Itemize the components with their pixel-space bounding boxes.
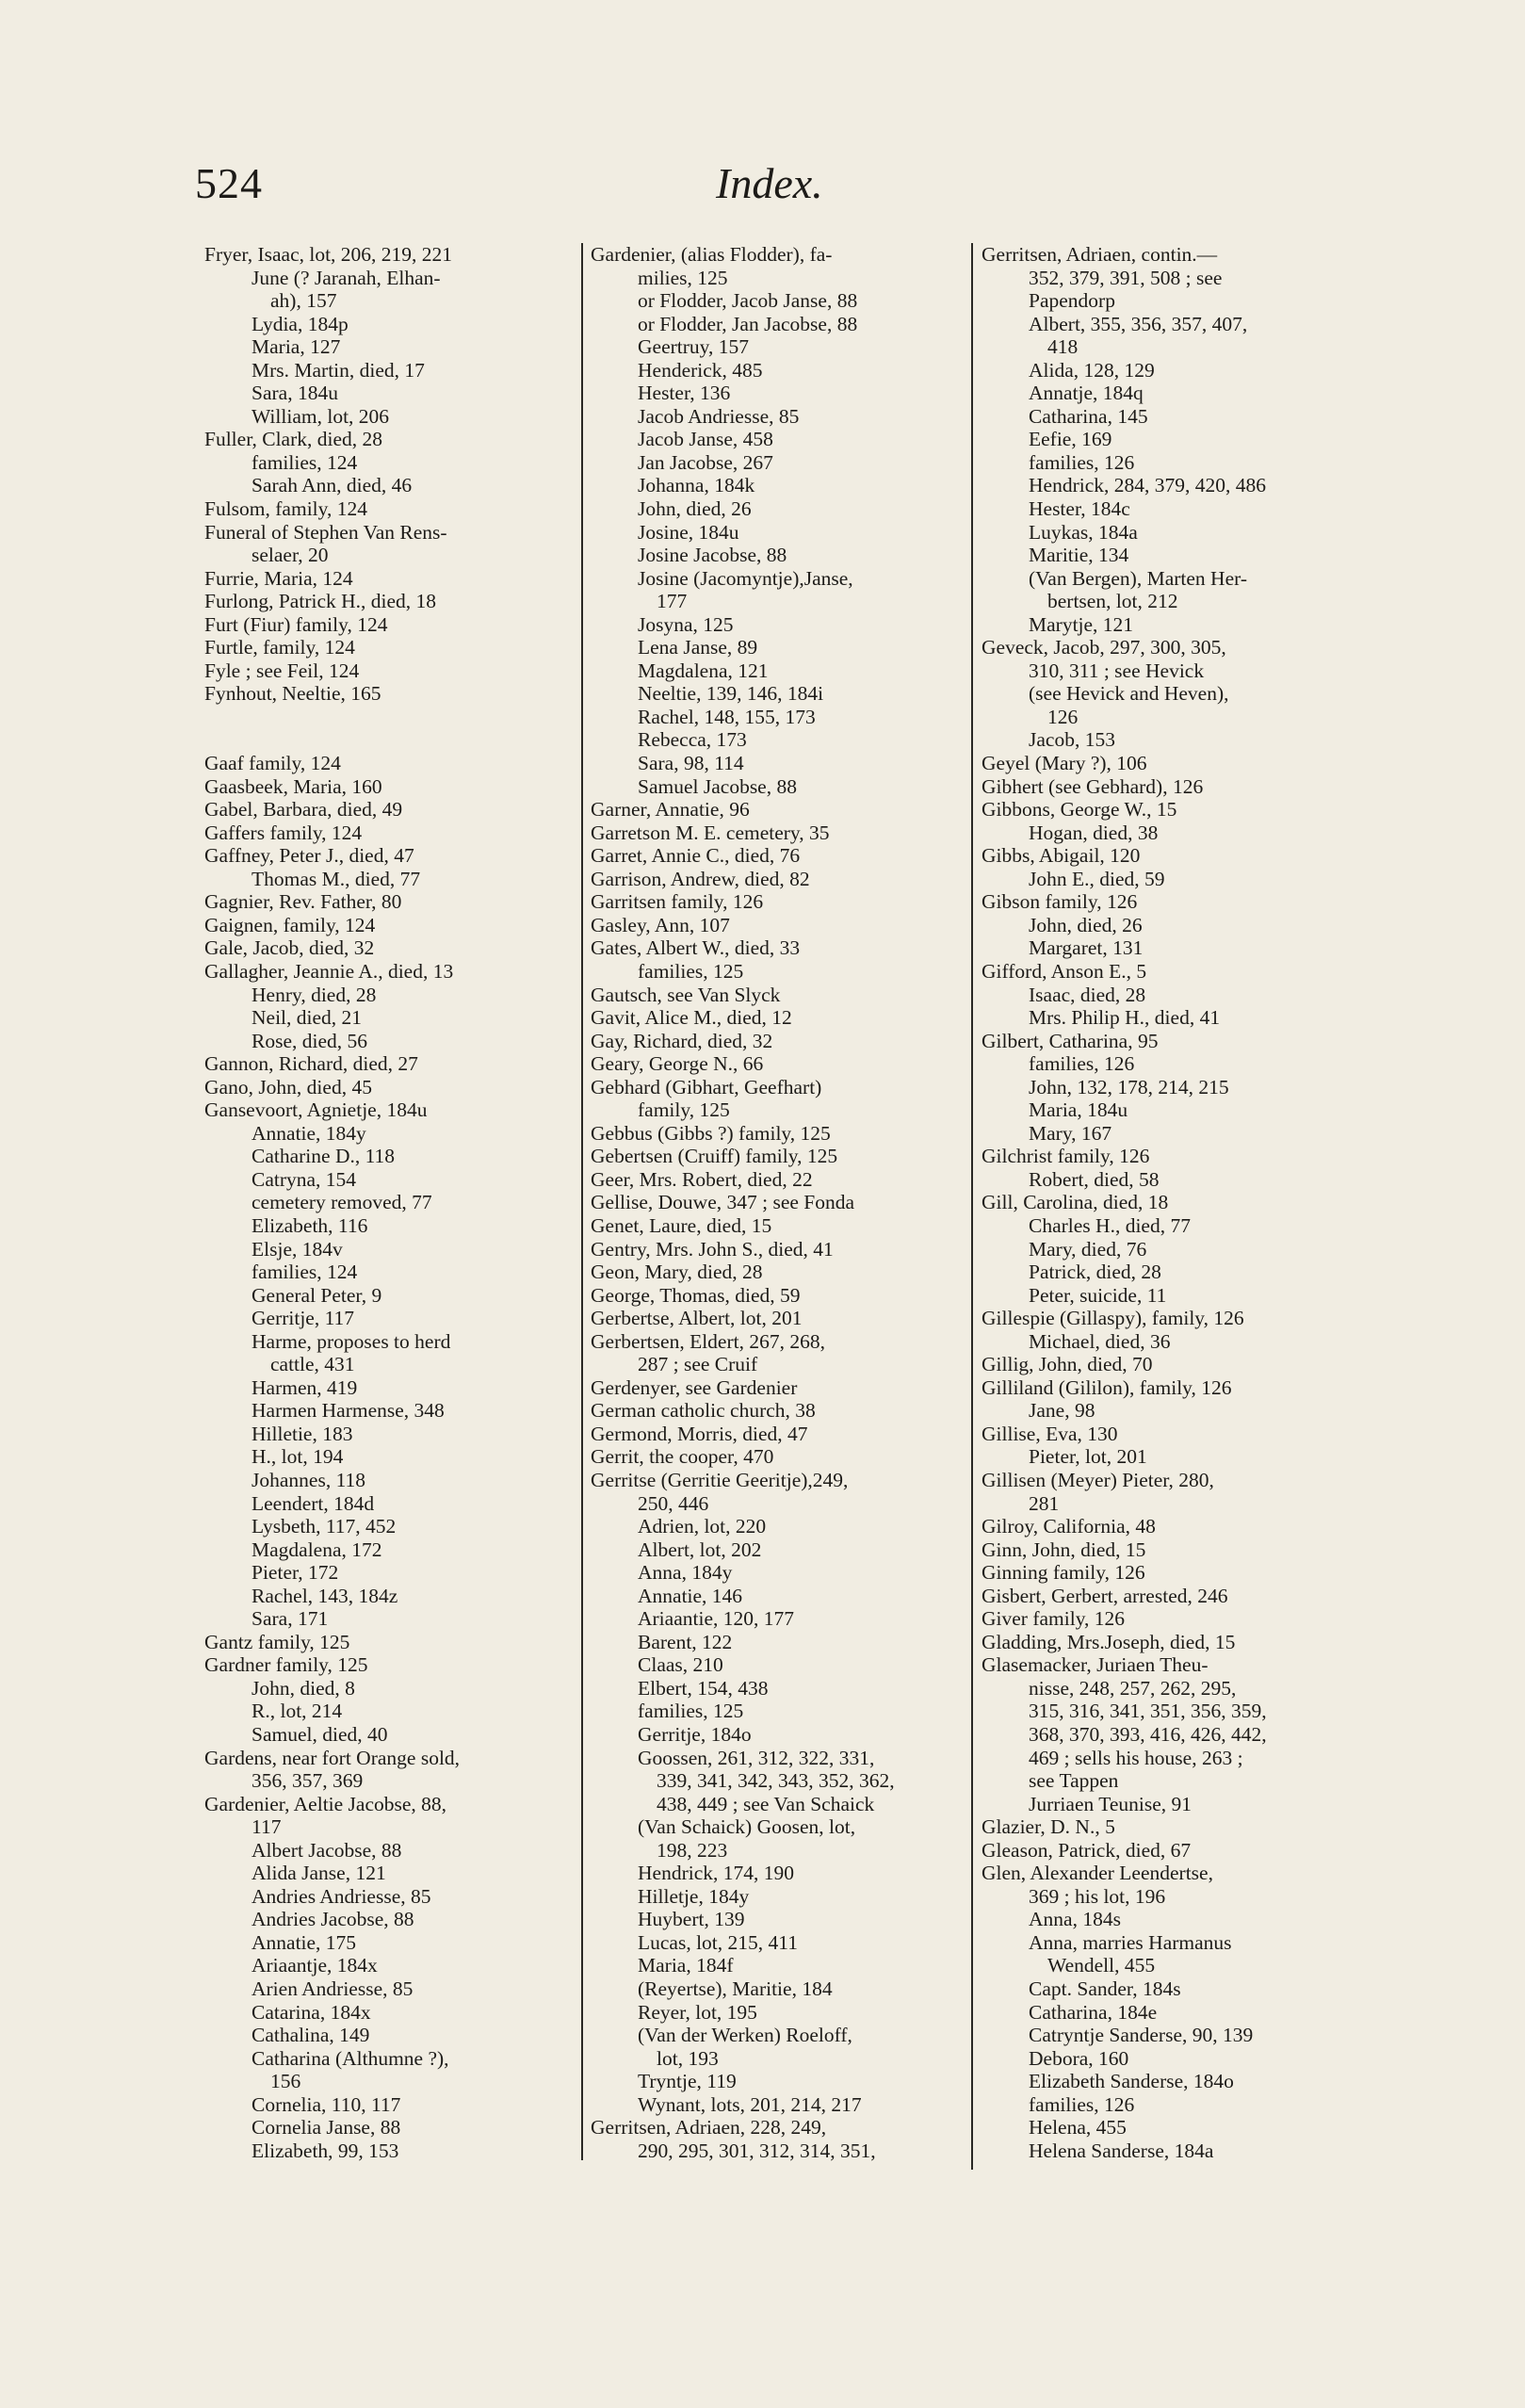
index-subentry: Josine, 184u (638, 520, 739, 544)
index-subentry: Josyna, 125 (638, 612, 734, 636)
index-subentry: Albert Jacobse, 88 (251, 1838, 402, 1862)
index-subentry: Helena, 455 (1029, 2116, 1127, 2140)
index-entry: Gaignen, family, 124 (204, 913, 376, 936)
index-subentry: John, 132, 178, 214, 215 (1029, 1075, 1229, 1098)
index-subentry: Debora, 160 (1029, 2046, 1129, 2070)
index-subentry: Mary, died, 76 (1029, 1237, 1147, 1261)
index-subentry: Sara, 184u (251, 382, 338, 405)
index-subentry: 287 ; see Cruif (638, 1353, 758, 1376)
index-entry: Furlong, Patrick H., died, 18 (204, 590, 437, 613)
index-entry: Gisbert, Gerbert, arrested, 246 (982, 1584, 1228, 1607)
index-subentry: June (? Jaranah, Elhan- (251, 266, 441, 289)
index-subentry: 281 (1029, 1491, 1060, 1515)
index-subentry: Elizabeth, 99, 153 (251, 2139, 399, 2162)
index-subentry: cemetery removed, 77 (251, 1191, 432, 1214)
index-subentry: Geertruy, 157 (638, 335, 750, 359)
index-entry: Gebhard (Gibhart, Geefhart) (591, 1075, 822, 1098)
index-subentry: Charles H., died, 77 (1029, 1213, 1191, 1237)
index-subentry: Catharina, 145 (1029, 404, 1148, 428)
index-subentry: 438, 449 ; see Van Schaick (657, 1792, 875, 1815)
index-entry: Gerrit, the cooper, 470 (591, 1445, 774, 1469)
index-entry: Gilchrist family, 126 (982, 1145, 1150, 1168)
index-subentry: Anna, 184y (638, 1561, 733, 1585)
index-subentry: Claas, 210 (638, 1653, 723, 1677)
index-entry: Gebbus (Gibbs ?) family, 125 (591, 1121, 831, 1145)
index-subentry: 117 (251, 1815, 282, 1839)
index-entry: Gerritse (Gerritie Geeritje),249, (591, 1468, 849, 1491)
index-subentry: (Van Bergen), Marten Her- (1029, 566, 1247, 590)
running-head: Index. (716, 159, 823, 207)
index-subentry: Mrs. Martin, died, 17 (251, 358, 425, 382)
index-entry: Gillisen (Meyer) Pieter, 280, (982, 1468, 1214, 1491)
index-subentry: Maria, 127 (251, 335, 341, 359)
index-entry: Furt (Fiur) family, 124 (204, 612, 388, 636)
index-subentry: Elsje, 184v (251, 1237, 343, 1261)
index-subentry: 177 (657, 590, 688, 613)
index-entry: Gaasbeek, Maria, 160 (204, 774, 382, 798)
index-subentry: (see Hevick and Heven), (1029, 682, 1229, 706)
index-subentry: Gerritje, 117 (251, 1307, 355, 1330)
index-entry: Fuller, Clark, died, 28 (204, 428, 383, 451)
section-gap (204, 728, 591, 752)
index-subentry: Wynant, lots, 201, 214, 217 (638, 2092, 862, 2116)
index-entry: Gladding, Mrs.Joseph, died, 15 (982, 1630, 1236, 1653)
index-entry: Gibbons, George W., 15 (982, 798, 1177, 822)
index-entry: Gellise, Douwe, 347 ; see Fonda (591, 1191, 855, 1214)
index-entry: Geyel (Mary ?), 106 (982, 752, 1147, 775)
index-subentry: Barent, 122 (638, 1630, 733, 1653)
index-subentry: Elizabeth Sanderse, 184o (1029, 2070, 1234, 2093)
index-entry: Gillespie (Gillaspy), family, 126 (982, 1307, 1244, 1330)
index-entry: Gerritsen, Adriaen, contin.— (982, 243, 1218, 266)
index-entry: Garretson M. E. cemetery, 35 (591, 821, 830, 844)
index-subentry: families, 126 (1029, 1052, 1135, 1076)
index-column-2 (591, 243, 977, 2162)
index-subentry: Luykas, 184a (1029, 520, 1138, 544)
index-subentry: Sara, 98, 114 (638, 752, 744, 775)
index-entry: Gerritsen, Adriaen, 228, 249, (591, 2116, 827, 2140)
index-entry: Gale, Jacob, died, 32 (204, 936, 375, 960)
index-subentry: Robert, died, 58 (1029, 1167, 1160, 1191)
index-entry: Glasemacker, Juriaen Theu- (982, 1653, 1209, 1677)
index-subentry: Jurriaen Teunise, 91 (1029, 1792, 1192, 1815)
index-subentry: Hendrick, 174, 190 (638, 1862, 794, 1885)
index-subentry: Maria, 184f (638, 1954, 734, 1977)
index-subentry: 126 (1047, 705, 1079, 728)
index-subentry: Capt. Sander, 184s (1029, 1977, 1181, 2001)
index-entry: Fynhout, Neeltie, 165 (204, 682, 381, 706)
index-subentry: (Van der Werken) Roeloff, (638, 2024, 852, 2047)
index-subentry: Pieter, lot, 201 (1029, 1445, 1147, 1469)
index-subentry: Annatie, 184y (251, 1121, 366, 1145)
index-subentry: Helena Sanderse, 184a (1029, 2139, 1214, 2162)
index-subentry: Henderick, 485 (638, 358, 763, 382)
index-subentry: Josine Jacobse, 88 (638, 544, 787, 567)
index-entry: Furrie, Maria, 124 (204, 566, 353, 590)
index-entry: Geary, George N., 66 (591, 1052, 764, 1076)
index-subentry: John, died, 8 (251, 1676, 355, 1700)
index-entry: Gillig, John, died, 70 (982, 1353, 1153, 1376)
index-subentry: 356, 357, 369 (251, 1769, 364, 1793)
index-subentry: selaer, 20 (251, 544, 329, 567)
index-subentry: Neeltie, 139, 146, 184i (638, 682, 824, 706)
index-subentry: Andries Andriesse, 85 (251, 1884, 431, 1908)
index-entry: Gagnier, Rev. Father, 80 (204, 890, 402, 914)
index-subentry: nisse, 248, 257, 262, 295, (1029, 1676, 1237, 1700)
index-entry: Gibbs, Abigail, 120 (982, 844, 1141, 868)
index-subentry: Elizabeth, 116 (251, 1213, 368, 1237)
index-subentry: Eefie, 169 (1029, 428, 1112, 451)
index-subentry: 290, 295, 301, 312, 314, 351, (638, 2139, 876, 2162)
index-subentry: Gerritje, 184o (638, 1723, 752, 1746)
index-entry: Gaaf family, 124 (204, 752, 341, 775)
index-subentry: Albert, 355, 356, 357, 407, (1029, 312, 1248, 335)
index-subentry: Annatje, 184q (1029, 382, 1144, 405)
index-entry: Gantz family, 125 (204, 1630, 350, 1653)
index-entry: Fulsom, family, 124 (204, 497, 367, 521)
section-gap (204, 706, 591, 729)
index-subentry: Catharine D., 118 (251, 1145, 396, 1168)
index-subentry: Jacob Andriesse, 85 (638, 404, 800, 428)
index-entry: Gaffers family, 124 (204, 821, 363, 844)
index-entry: Gifford, Anson E., 5 (982, 959, 1147, 983)
index-entry: German catholic church, 38 (591, 1399, 816, 1423)
index-entry: Fryer, Isaac, lot, 206, 219, 221 (204, 243, 453, 266)
index-entry: Gerdenyer, see Gardenier (591, 1375, 798, 1399)
index-subentry: Rose, died, 56 (251, 1029, 368, 1052)
index-subentry: Sarah Ann, died, 46 (251, 474, 413, 497)
index-entry: Gardenier, Aeltie Jacobse, 88, (204, 1792, 447, 1815)
index-subentry: Marytje, 121 (1029, 612, 1134, 636)
index-entry: Gebertsen (Cruiff) family, 125 (591, 1145, 838, 1168)
index-subentry: Neil, died, 21 (251, 1006, 363, 1030)
index-subentry: Harme, proposes to herd (251, 1329, 451, 1353)
index-subentry: Cornelia, 110, 117 (251, 2092, 401, 2116)
index-entry: Garrison, Andrew, died, 82 (591, 867, 810, 890)
index-subentry: Isaac, died, 28 (1029, 983, 1146, 1006)
index-subentry: Lydia, 184p (251, 312, 349, 335)
index-entry: Ginning family, 126 (982, 1561, 1145, 1585)
index-subentry: bertsen, lot, 212 (1047, 590, 1178, 613)
index-subentry: Elbert, 154, 438 (638, 1676, 769, 1700)
index-subentry: Margaret, 131 (1029, 936, 1144, 960)
index-subentry: Hester, 184c (1029, 497, 1130, 521)
index-entry: Funeral of Stephen Van Rens- (204, 520, 447, 544)
index-subentry: Michael, died, 36 (1029, 1329, 1171, 1353)
index-subentry: families, 125 (638, 959, 744, 983)
index-subentry: Catarina, 184x (251, 2000, 371, 2024)
index-subentry: families, 124 (251, 450, 358, 474)
index-entry: Gardens, near fort Orange sold, (204, 1746, 461, 1769)
index-subentry: (Reyertse), Maritie, 184 (638, 1977, 833, 2001)
index-entry: Giver family, 126 (982, 1607, 1126, 1631)
index-subentry: Jacob Janse, 458 (638, 428, 773, 451)
index-subentry: Wendell, 455 (1047, 1954, 1156, 1977)
index-subentry: Goossen, 261, 312, 322, 331, (638, 1746, 875, 1769)
index-entry: Geveck, Jacob, 297, 300, 305, (982, 636, 1226, 659)
index-subentry: John, died, 26 (1029, 913, 1143, 936)
index-subentry: see Tappen (1029, 1769, 1119, 1793)
index-subentry: Johanna, 184k (638, 474, 755, 497)
index-subentry: families, 126 (1029, 2092, 1135, 2116)
index-subentry: ah), 157 (270, 289, 337, 313)
index-subentry: Maria, 184u (1029, 1098, 1128, 1122)
index-subentry: Hendrick, 284, 379, 420, 486 (1029, 474, 1266, 497)
index-subentry: Pieter, 172 (251, 1561, 339, 1585)
index-entry: Glazier, D. N., 5 (982, 1815, 1115, 1839)
index-entry: Gallagher, Jeannie A., died, 13 (204, 959, 454, 983)
index-subentry: Anna, marries Harmanus (1029, 1930, 1232, 1954)
index-subentry: Jacob, 153 (1029, 728, 1115, 752)
index-subentry: 339, 341, 342, 343, 352, 362, (657, 1769, 895, 1793)
index-entry: Gansevoort, Agnietje, 184u (204, 1098, 428, 1122)
index-entry: Gerbertsen, Eldert, 267, 268, (591, 1329, 825, 1353)
index-subentry: Josine (Jacomyntje),Janse, (638, 566, 853, 590)
index-subentry: Mrs. Philip H., died, 41 (1029, 1006, 1221, 1030)
index-subentry: lot, 193 (657, 2046, 719, 2070)
index-subentry: Annatie, 175 (251, 1930, 357, 1954)
index-subentry: Rebecca, 173 (638, 728, 747, 752)
index-entry: Geer, Mrs. Robert, died, 22 (591, 1167, 813, 1191)
index-subentry: Rachel, 148, 155, 173 (638, 705, 816, 728)
index-subentry: Ariaantje, 184x (251, 1954, 378, 1977)
index-subentry: Johannes, 118 (251, 1468, 366, 1491)
index-subentry: Alida Janse, 121 (251, 1862, 386, 1885)
index-subentry: families, 124 (251, 1261, 358, 1284)
index-subentry: Maritie, 134 (1029, 544, 1129, 567)
index-entry: Gardenier, (alias Flodder), fa- (591, 243, 833, 266)
index-column-3 (982, 243, 1358, 2162)
index-entry: Garner, Annatie, 96 (591, 798, 750, 822)
index-entry: Gill, Carolina, died, 18 (982, 1191, 1169, 1214)
index-subentry: Hilletje, 184y (638, 1884, 750, 1908)
index-entry: Gaffney, Peter J., died, 47 (204, 844, 414, 868)
index-subentry: Cathalina, 149 (251, 2024, 370, 2047)
index-subentry: Huybert, 139 (638, 1908, 745, 1931)
index-subentry: Harmen, 419 (251, 1375, 358, 1399)
index-subentry: R., lot, 214 (251, 1700, 343, 1723)
index-entry: Geon, Mary, died, 28 (591, 1261, 763, 1284)
index-subentry: John, died, 26 (638, 497, 752, 521)
index-subentry: 369 ; his lot, 196 (1029, 1884, 1166, 1908)
page-number: 524 (195, 159, 263, 207)
index-subentry: milies, 125 (638, 266, 728, 289)
index-subentry: Magdalena, 172 (251, 1538, 382, 1561)
index-subentry: Catharina, 184e (1029, 2000, 1158, 2024)
index-entry: Gasley, Ann, 107 (591, 913, 730, 936)
index-subentry: Jane, 98 (1029, 1399, 1095, 1423)
index-subentry: cattle, 431 (270, 1353, 355, 1376)
index-subentry: Hester, 136 (638, 382, 731, 405)
index-entry: Ginn, John, died, 15 (982, 1538, 1146, 1561)
index-subentry: Magdalena, 121 (638, 659, 769, 682)
index-subentry: 250, 446 (638, 1491, 709, 1515)
index-entry: Gannon, Richard, died, 27 (204, 1052, 418, 1076)
index-subentry: Lucas, lot, 215, 411 (638, 1930, 798, 1954)
index-subentry: family, 125 (638, 1098, 730, 1122)
index-subentry: Lysbeth, 117, 452 (251, 1515, 397, 1538)
index-subentry: Reyer, lot, 195 (638, 2000, 757, 2024)
index-subentry: Mary, 167 (1029, 1121, 1112, 1145)
index-subentry: Jan Jacobse, 267 (638, 450, 773, 474)
index-subentry: 352, 379, 391, 508 ; see (1029, 266, 1223, 289)
index-subentry: Tryntje, 119 (638, 2070, 737, 2093)
index-subentry: Samuel, died, 40 (251, 1723, 388, 1746)
index-subentry: 198, 223 (657, 1838, 728, 1862)
index-entry: Gleason, Patrick, died, 67 (982, 1838, 1192, 1862)
index-entry: Fyle ; see Feil, 124 (204, 659, 360, 682)
index-entry: George, Thomas, died, 59 (591, 1283, 801, 1307)
index-entry: Germond, Morris, died, 47 (591, 1422, 808, 1445)
index-subentry: Hilletie, 183 (251, 1422, 353, 1445)
index-subentry: Hogan, died, 38 (1029, 821, 1159, 844)
index-entry: Gardner family, 125 (204, 1653, 368, 1677)
index-subentry: 418 (1047, 335, 1079, 359)
index-subentry: 156 (270, 2070, 301, 2093)
index-subentry: Samuel Jacobse, 88 (638, 774, 797, 798)
index-subentry: Alida, 128, 129 (1029, 358, 1155, 382)
index-subentry: Leendert, 184d (251, 1491, 375, 1515)
index-entry: Glen, Alexander Leendertse, (982, 1862, 1213, 1885)
index-subentry: Catryna, 154 (251, 1167, 357, 1191)
index-subentry: 315, 316, 341, 351, 356, 359, (1029, 1700, 1267, 1723)
index-subentry: Lena Janse, 89 (638, 636, 758, 659)
index-subentry: Andries Jacobse, 88 (251, 1908, 414, 1931)
index-entry: Gavit, Alice M., died, 12 (591, 1006, 792, 1030)
index-subentry: Harmen Harmense, 348 (251, 1399, 445, 1423)
index-subentry: families, 126 (1029, 450, 1135, 474)
index-entry: Gilliland (Gililon), family, 126 (982, 1375, 1232, 1399)
index-subentry: families, 125 (638, 1700, 744, 1723)
index-subentry: Catharina (Althumne ?), (251, 2046, 449, 2070)
index-entry: Garritsen family, 126 (591, 890, 764, 914)
index-subentry: Arien Andriesse, 85 (251, 1977, 414, 2001)
index-subentry: Peter, suicide, 11 (1029, 1283, 1167, 1307)
index-subentry: Thomas M., died, 77 (251, 867, 421, 890)
index-subentry: 368, 370, 393, 416, 426, 442, (1029, 1723, 1267, 1746)
index-subentry: Papendorp (1029, 289, 1115, 313)
index-subentry: Catryntje Sanderse, 90, 139 (1029, 2024, 1254, 2047)
index-subentry: Annatie, 146 (638, 1584, 743, 1607)
index-subentry: 469 ; sells his house, 263 ; (1029, 1746, 1243, 1769)
index-subentry: or Flodder, Jan Jacobse, 88 (638, 312, 858, 335)
index-entry: Garret, Annie C., died, 76 (591, 844, 801, 868)
index-entry: Gay, Richard, died, 32 (591, 1029, 773, 1052)
index-subentry: Albert, lot, 202 (638, 1538, 762, 1561)
index-entry: Gates, Albert W., died, 33 (591, 936, 801, 960)
index-entry: Gerbertse, Albert, lot, 201 (591, 1307, 803, 1330)
index-entry: Gautsch, see Van Slyck (591, 983, 781, 1006)
index-entry: Gilroy, California, 48 (982, 1515, 1156, 1538)
index-entry: Gillise, Eva, 130 (982, 1422, 1118, 1445)
index-entry: Gibson family, 126 (982, 890, 1138, 914)
index-subentry: Adrien, lot, 220 (638, 1515, 767, 1538)
index-subentry: or Flodder, Jacob Janse, 88 (638, 289, 858, 313)
index-entry: Genet, Laure, died, 15 (591, 1213, 772, 1237)
index-entry: Gibhert (see Gebhard), 126 (982, 774, 1204, 798)
index-entry: Gabel, Barbara, died, 49 (204, 798, 403, 822)
index-subentry: Henry, died, 28 (251, 983, 377, 1006)
index-entry: Gano, John, died, 45 (204, 1075, 372, 1098)
index-subentry: Sara, 171 (251, 1607, 329, 1631)
index-subentry: Ariaantie, 120, 177 (638, 1607, 794, 1631)
index-subentry: Anna, 184s (1029, 1908, 1121, 1931)
index-subentry: Cornelia Janse, 88 (251, 2116, 401, 2140)
index-entry: Furtle, family, 124 (204, 636, 355, 659)
index-subentry: John E., died, 59 (1029, 867, 1165, 890)
index-subentry: (Van Schaick) Goosen, lot, (638, 1815, 856, 1839)
index-subentry: 310, 311 ; see Hevick (1029, 659, 1205, 682)
index-subentry: Rachel, 143, 184z (251, 1584, 398, 1607)
index-subentry: H., lot, 194 (251, 1445, 344, 1469)
index-entry: Gilbert, Catharina, 95 (982, 1029, 1159, 1052)
index-subentry: Patrick, died, 28 (1029, 1261, 1161, 1284)
index-subentry: William, lot, 206 (251, 404, 390, 428)
index-subentry: General Peter, 9 (251, 1283, 382, 1307)
index-column-1 (204, 243, 591, 2162)
index-entry: Gentry, Mrs. John S., died, 41 (591, 1237, 834, 1261)
